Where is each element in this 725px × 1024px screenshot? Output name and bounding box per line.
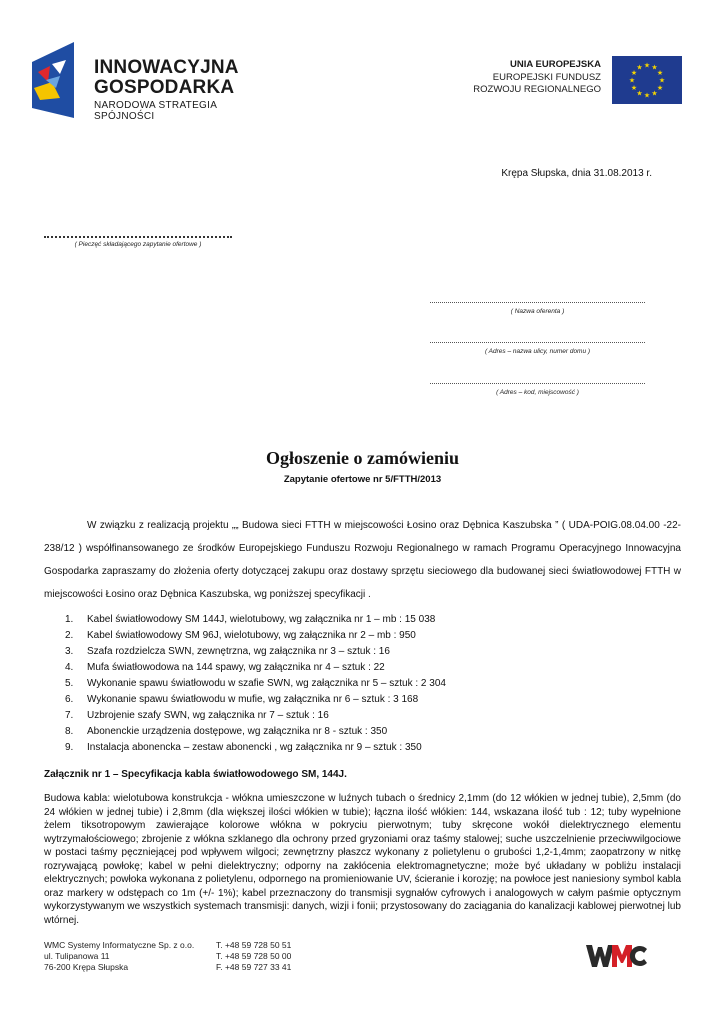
item-number: 1. (65, 614, 74, 625)
items-list (44, 612, 681, 756)
bidder-city-field[interactable] (430, 379, 645, 384)
stamp-caption: ( Pieczęć składającego zapytanie ofertowe ) (74, 241, 202, 248)
item-text: Abonenckie urządzenia dostępowe, wg załącznika nr 8 - sztuk : 350 (87, 726, 388, 737)
eu-line-2: EUROPEJSKI FUNDUSZ (492, 72, 601, 83)
eu-star-icon: ★ (656, 70, 664, 77)
footer-address (44, 940, 194, 973)
wmc-logo-icon (586, 941, 648, 969)
logo-line-2: GOSPODARKA (94, 77, 235, 98)
annex-body (44, 792, 681, 927)
eu-star-icon: ★ (628, 77, 636, 85)
logo-line-3: NARODOWA STRATEGIA SPÓJNOŚCI (94, 100, 217, 122)
item-text: Szafa rozdzielcza SWN, zewnętrzna, wg załącznika nr 3 – sztuk : 16 (87, 646, 390, 657)
stamp-dotted-line (44, 230, 232, 238)
intro-paragraph (44, 514, 681, 606)
eu-line-3: ROZWOJU REGIONALNEGO (473, 84, 601, 95)
footer-city: 76-200 Krępa Słupska (44, 962, 129, 972)
eu-line-1: UNIA EUROPEJSKA (510, 59, 601, 70)
footer-fax: F. +48 59 727 33 41 (216, 962, 292, 972)
item-text: Instalacja abonencka – zestaw abonencki , wg załącznika nr 9 – sztuk : 350 (87, 742, 422, 753)
eu-star-icon: ★ (651, 64, 658, 72)
annex-text: Budowa kabla: wielotubowa konstrukcja - włókna umieszczone w luźnych tubach o średnicy 2,1mm (do 12 włókien w jednej tubie), 2,5mm (do 24 włókien w jednej tubie) i 2,8mm (dla większej ilości włókien w tubie); łączna ilość włókien: 144, wskazana ilość tub : 12; tuby wypełnione żelem tiksotropowym zawierające kolorowe włókna w pokryciu pierwotnym; tuby skręcone wokół dielektrycznego elementu wytrzymałościowego; zbrojenie z włókna szklanego dla ochrony przed gryzoniami oraz taśmy stalowej; suche uszczelnienie przeciwwilgociowe w postaci taśmy pęczniejącej pod wpływem wilgoci; zewnętrzny płaszcz wykonany z polietylenu o grubości 1,2-1,4mm; zaopatrzony w nitkę rozrywającą powłokę; kabel w pełni dielektryczny; odporny na zakłócenia elektromagnetyczne; może być układany w pobliżu instalacji elektrycznych; powłoka wykonana z polietylenu, odpornego na promieniowanie UV, ścieranie i korozję; na powłoce jest naniesiony symbol kabla oraz markery w odstępach co 1m (+/- 1%); kabel przeznaczony do transmisji sygnałów cyfrowych i analogowych w całym paśmie optycznym wykorzystywanym we wszystkich systemach transmisji: danych, wizji i fonii; przystosowany do zaciągania do kanalizacji kablowej pierwotnej lub wtórnej. (44, 793, 681, 926)
bidder-city-caption: ( Adres – kod, miejscowość ) (496, 389, 579, 396)
eu-logo (470, 55, 685, 107)
item-text: Kabel światłowodowy SM 96J, wielotubowy, wg załącznika nr 2 – mb : 950 (87, 630, 416, 641)
eu-star-icon: ★ (651, 90, 658, 98)
list-item (44, 660, 681, 676)
list-item (44, 628, 681, 644)
innowacyjna-gospodarka-emblem (30, 42, 80, 118)
item-number: 6. (65, 694, 74, 705)
intro-text: W związku z realizacją projektu „„ Budowa sieci FTTH w miejscowości Łosino oraz Dębnica Kaszubska ” ( UDA-POIG.08.04.00 -22-238/12 ) współfinansowanego ze środków Europejskiego Funduszu Rozwoju Regionalnego w ramach Programu Operacyjnego Innowacyjna Gospodarka zapraszamy do złożenia oferty dotyczącej zakupu oraz dostawy sprzętu sieciowego dla budowanej sieci światłowodowej FTTH w miejscowości Łosino oraz Dębnica Kaszubska, wg poniższej specyfikacji . (44, 520, 681, 600)
list-item (44, 676, 681, 692)
list-item (44, 708, 681, 724)
bidder-name-field[interactable] (430, 298, 645, 303)
footer-phone-1: T. +48 59 728 50 51 (216, 940, 292, 950)
bidder-street-field[interactable] (430, 338, 645, 343)
footer-street: ul. Tulipanowa 11 (44, 951, 110, 961)
item-number: 5. (65, 678, 74, 689)
list-item (44, 724, 681, 740)
item-number: 9. (65, 742, 74, 753)
eu-star-icon: ★ (643, 92, 651, 100)
footer-phone-2: T. +48 59 728 50 00 (216, 951, 292, 961)
item-number: 7. (65, 710, 74, 721)
item-number: 3. (65, 646, 74, 657)
bidder-street-caption: ( Adres – nazwa ulicy, numer domu ) (484, 348, 591, 355)
list-item (44, 612, 681, 628)
logo-line-1: INNOWACYJNA (94, 57, 239, 78)
item-number: 8. (65, 726, 74, 737)
item-number: 2. (65, 630, 74, 641)
date-line: Krępa Słupska, dnia 31.08.2013 r. (501, 168, 652, 179)
item-text: Wykonanie spawu światłowodu w mufie, wg załącznika nr 6 – sztuk : 3 168 (87, 694, 419, 705)
wmc-logo (586, 941, 648, 969)
item-text: Kabel światłowodowy SM 144J, wielotubowy, wg załącznika nr 1 – mb : 15 038 (87, 614, 436, 625)
list-item (44, 740, 681, 756)
eu-star-icon: ★ (636, 64, 643, 72)
footer-company: WMC Systemy Informatyczne Sp. z o.o. (44, 940, 195, 950)
list-item (44, 644, 681, 660)
eu-star-icon: ★ (630, 70, 638, 77)
eu-star-icon: ★ (636, 90, 643, 98)
document-title: Ogłoszenie o zamówieniu (266, 448, 459, 468)
eu-flag-icon (612, 56, 682, 104)
item-text: Wykonanie spawu światłowodu w szafie SWN, wg załącznika nr 5 – sztuk : 2 304 (87, 678, 446, 689)
eu-star-icon: ★ (656, 85, 664, 92)
innowacyjna-gospodarka-logo (30, 40, 270, 120)
item-number: 4. (65, 662, 74, 673)
eu-star-icon: ★ (630, 85, 638, 92)
eu-star-icon: ★ (658, 77, 666, 85)
eu-star-icon: ★ (643, 62, 651, 70)
item-text: Mufa światłowodowa na 144 spawy, wg załącznika nr 4 – sztuk : 22 (87, 662, 385, 673)
document-subtitle: Zapytanie ofertowe nr 5/FTTH/2013 (283, 474, 442, 485)
bidder-name-caption: ( Nazwa oferenta ) (510, 308, 565, 315)
item-text: Uzbrojenie szafy SWN, wg załącznika nr 7 – sztuk : 16 (87, 710, 329, 721)
footer-contact (216, 940, 291, 973)
annex-title: Załącznik nr 1 – Specyfikacja kabla światłowodowego SM, 144J. (44, 769, 347, 780)
list-item (44, 692, 681, 708)
